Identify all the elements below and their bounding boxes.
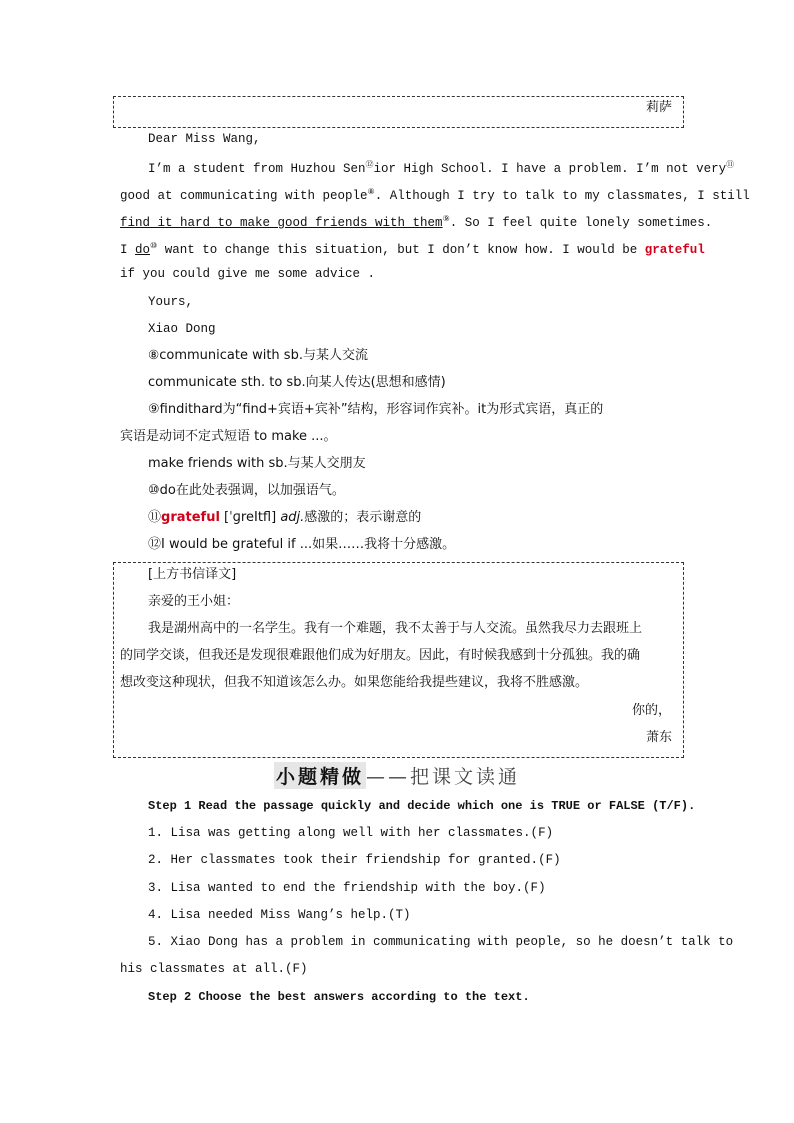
letter-underlined-phrase: find it hard to make good friends with them (120, 216, 443, 231)
translation-paragraph-line: 想改变这种现状，但我不知道该怎么办。如果您能给我提些建议，我将不胜感激。 (120, 675, 589, 690)
translation-paragraph-line: 我是湖州高中的一名学生。我有一个难题，我不太善于与人交流。虽然我尽力去跟班上 (148, 621, 643, 636)
section-banner (0, 762, 794, 789)
note-text: do在此处表强调，以加强语气。 (159, 483, 345, 498)
translation-title: [上方书信译文] (148, 567, 237, 582)
letter-name: Xiao Dong (148, 322, 216, 336)
note-text: communicate with sb.与某人交流 (159, 348, 368, 363)
letter-text: I (120, 243, 136, 258)
footnote-marker-11: ⑪ (726, 161, 735, 170)
letter-line-3 (120, 212, 712, 231)
note-number: ⑨ (148, 402, 160, 417)
note-number: ⑪ (148, 510, 162, 525)
note-text: 感激的；表示谢意的 (304, 510, 422, 525)
letter-line-5: if you could give me some advice . (120, 267, 376, 281)
footnote-marker-8: ⑧ (367, 188, 375, 197)
letter-text: want to change this situation, but I don’t know how. I would be (157, 243, 645, 258)
note-11 (148, 510, 421, 526)
note-number: ⑩ (148, 483, 160, 498)
letter-text: . Although I try to talk to my classmates, I still (374, 189, 750, 204)
step1-item: 4. Lisa needed Miss Wang’s help.(T) (148, 908, 411, 922)
letter-closing: Yours, (148, 295, 194, 309)
part-of-speech: adj. (280, 510, 305, 525)
letter-text: good at communicating with people (120, 189, 368, 204)
translation-paragraph-line: 的同学交谈，但我还是发现很难跟他们成为好朋友。因此，有时候我感到十分孤独。我的确 (120, 648, 641, 663)
step2-title: Step 2 Choose the best answers according to the text. (148, 990, 530, 1004)
translation-closing: 你的， (632, 703, 672, 718)
letter-text: ior High School. I have a problem. I’m not very (373, 162, 727, 177)
top-dashed-box (113, 96, 684, 128)
step1-item: 3. Lisa wanted to end the friendship with the boy.(F) (148, 881, 546, 895)
note-text: findithard为“find+宾语+宾补”结构，形容词作宾补。it为形式宾语，真正的 (159, 402, 604, 417)
footnote-marker-9: ⑨ (442, 215, 450, 224)
note-9-cont: 宾语是动词不定式短语 to make ...。 (120, 429, 337, 444)
letter-text: I’m a student from Huzhou Sen (148, 162, 366, 177)
note-number: ⑫ (148, 537, 162, 552)
letter-text: . So I feel quite lonely sometimes. (449, 216, 713, 231)
banner-highlight: 小题精做 (274, 762, 366, 789)
step1-item: 1. Lisa was getting along well with her classmates.(F) (148, 826, 554, 840)
translation-name: 萧东 (646, 730, 673, 745)
note-8 (148, 348, 368, 364)
step1-item: 5. Xiao Dong has a problem in communicating with people, so he doesn’t talk to (148, 935, 734, 949)
translation-greeting: 亲爱的王小姐： (148, 594, 240, 609)
step1-title: Step 1 Read the passage quickly and decide which one is TRUE or FALSE (T/F). (148, 799, 696, 813)
banner-subtitle: ——把课文读通 (366, 766, 521, 788)
note-12 (148, 537, 455, 553)
step1-item-cont: his classmates at all.(F) (120, 962, 308, 976)
letter-underlined-do: do (135, 243, 151, 258)
letter-line-1 (148, 158, 734, 177)
signature-lisa: 莉萨 (646, 100, 673, 115)
step1-item: 2. Her classmates took their friendship for granted.(F) (148, 853, 561, 867)
letter-line-4 (120, 239, 705, 258)
note-text: I would be grateful if ...如果……我将十分感激。 (161, 537, 456, 552)
note-9 (148, 402, 603, 418)
footnote-marker-12: ⑫ (365, 161, 374, 170)
highlight-grateful: grateful (644, 243, 705, 258)
letter-line-2 (120, 185, 750, 204)
note-10 (148, 483, 345, 499)
letter-salutation: Dear Miss Wang, (148, 132, 261, 146)
phonetic: [ˈɡreItfl] (219, 510, 281, 525)
note-number: ⑧ (148, 349, 160, 363)
note-9b: make friends with sb.与某人交朋友 (148, 456, 366, 471)
note-grateful: grateful (161, 510, 220, 525)
note-8b: communicate sth. to sb.向某人传达(思想和感情) (148, 375, 446, 390)
footnote-marker-10: ⑩ (150, 242, 158, 251)
